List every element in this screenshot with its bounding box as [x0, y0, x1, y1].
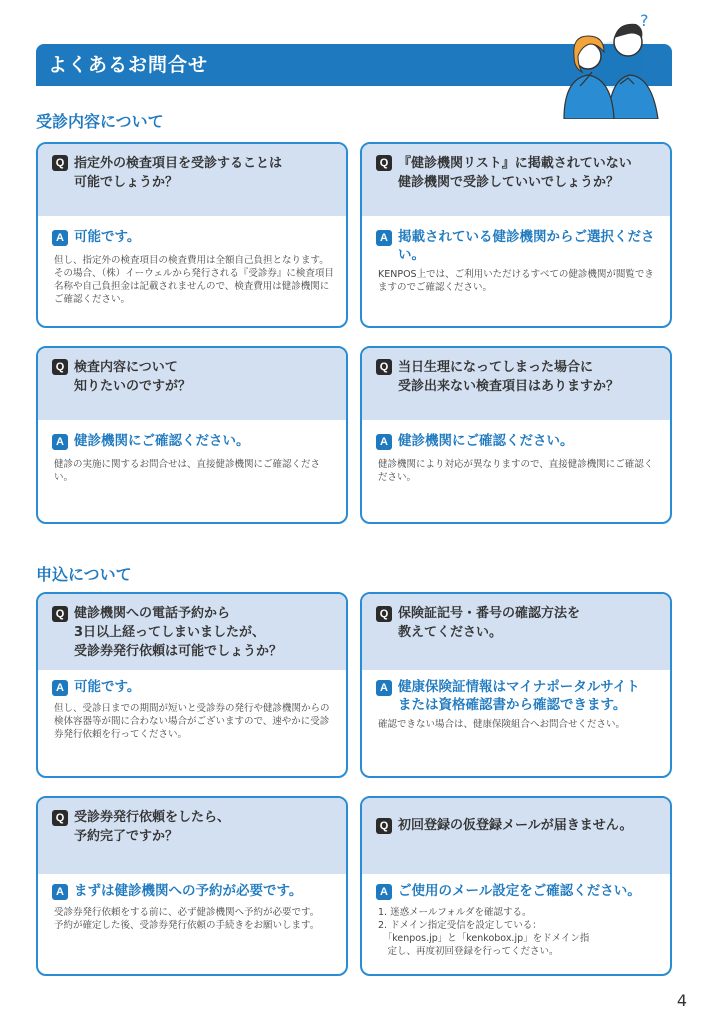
answer-body: 健診機関により対応が異なりますので、直接健診機関にご確認ください。: [378, 459, 654, 483]
answer-body: 受診券発行依頼をする前に、必ず健診機関へ予約が必要です。 予約が確定した後、受診券発行依頼の手続きをお願いします。: [54, 907, 320, 931]
svg-text:?: ?: [640, 14, 649, 30]
answer-text: 健康保険証情報はマイナポータルサイト または資格確認書から確認できます。: [398, 679, 640, 713]
question-text: 『健診機関リスト』に掲載されていない 健診機関で受診していいでしょうか？: [398, 156, 632, 190]
answer-text: まずは健診機関への予約が必要です。: [74, 883, 303, 899]
page-number: 4: [676, 991, 687, 1010]
section-title-application: 申込について: [36, 565, 132, 584]
answer-text: 可能です。: [74, 679, 141, 695]
answer-text: ご使用のメール設定をご確認ください。: [398, 883, 641, 899]
answer-body: 但し、受診日までの期間が短いと受診券の発行や健診機関からの検体容器等が間に合わない場合がございますので、速やかに受診券発行依頼を行ってください。: [54, 703, 330, 740]
question-text: 健診機関への電話予約から 3日以上経ってしまいましたが、 受診券発行依頼は可能でしょうか？: [74, 606, 283, 659]
faq-card: [36, 346, 348, 524]
question-area: [362, 144, 670, 216]
people-thinking-illustration: [540, 14, 680, 119]
question-text: 検査内容について 知りたいのですが？: [74, 360, 192, 394]
a-badge: A: [376, 884, 392, 900]
faq-card: [36, 796, 348, 976]
answer-text: 健診機関にご確認ください。: [398, 433, 574, 449]
a-badge: A: [376, 230, 392, 246]
q-badge: Q: [52, 810, 68, 826]
a-badge: A: [376, 434, 392, 450]
question-area: [38, 144, 346, 216]
a-badge: A: [52, 230, 68, 246]
question-area: [38, 798, 346, 874]
question-area: [362, 798, 670, 874]
question-area: [38, 594, 346, 670]
question-area: [38, 348, 346, 420]
answer-text: 可能です。: [74, 229, 141, 245]
question-area: [362, 594, 670, 670]
faq-card: [360, 796, 672, 976]
answer-body: 確認できない場合は、健康保険組合へお問合せください。: [378, 719, 626, 730]
question-text: 保険証記号・番号の確認方法を 教えてください。: [398, 606, 581, 640]
q-badge: Q: [52, 155, 68, 171]
q-badge: Q: [52, 606, 68, 622]
answer-body: 但し、指定外の検査項目の検査費用は全額自己負担となります。その場合、（株）イーウェルから発行される『受診券』に検査項目名称や自己負担金は記載されませんので、検査費用は健診機関にご確認ください。: [54, 255, 334, 305]
faq-card: [360, 142, 672, 328]
page-title: よくあるお問合せ: [48, 54, 209, 76]
answer-text: 健診機関にご確認ください。: [74, 433, 250, 449]
q-badge: Q: [52, 359, 68, 375]
question-area: [362, 348, 670, 420]
a-badge: A: [52, 680, 68, 696]
answer-body: KENPOS上では、ご利用いただけるすべての健診機関が閲覧できますのでご確認ください。: [378, 269, 654, 293]
answer-text: 掲載されている健診機関からご選択ください。: [398, 229, 655, 263]
q-badge: Q: [376, 359, 392, 375]
answer-body: 健診の実施に関するお問合せは、直接健診機関にご確認ください。: [54, 459, 321, 483]
q-badge: Q: [376, 818, 392, 834]
a-badge: A: [376, 680, 392, 696]
question-text: 指定外の検査項目を受診することは 可能でしょうか？: [74, 156, 283, 190]
a-badge: A: [52, 434, 68, 450]
section-title-consultation: 受診内容について: [36, 112, 164, 131]
q-badge: Q: [376, 155, 392, 171]
question-text: 受診券発行依頼をしたら、 予約完了ですか？: [74, 810, 231, 844]
faq-card: [360, 592, 672, 778]
a-badge: A: [52, 884, 68, 900]
faq-card: [360, 346, 672, 524]
question-text: 当日生理になってしまった場合に 受診出来ない検査項目はありますか？: [398, 360, 620, 394]
faq-card: [36, 142, 348, 328]
question-text: 初回登録の仮登録メールが届きません。: [398, 818, 633, 833]
answer-body: 1. 迷惑メールフォルダを確認する。 2. ドメイン指定受信を設定している： 「kenpos.jp」と「kenkobox.jp」をドメイン指 定し、再度初回登録を行ってください。: [378, 907, 590, 957]
q-badge: Q: [376, 606, 392, 622]
faq-card: [36, 592, 348, 778]
